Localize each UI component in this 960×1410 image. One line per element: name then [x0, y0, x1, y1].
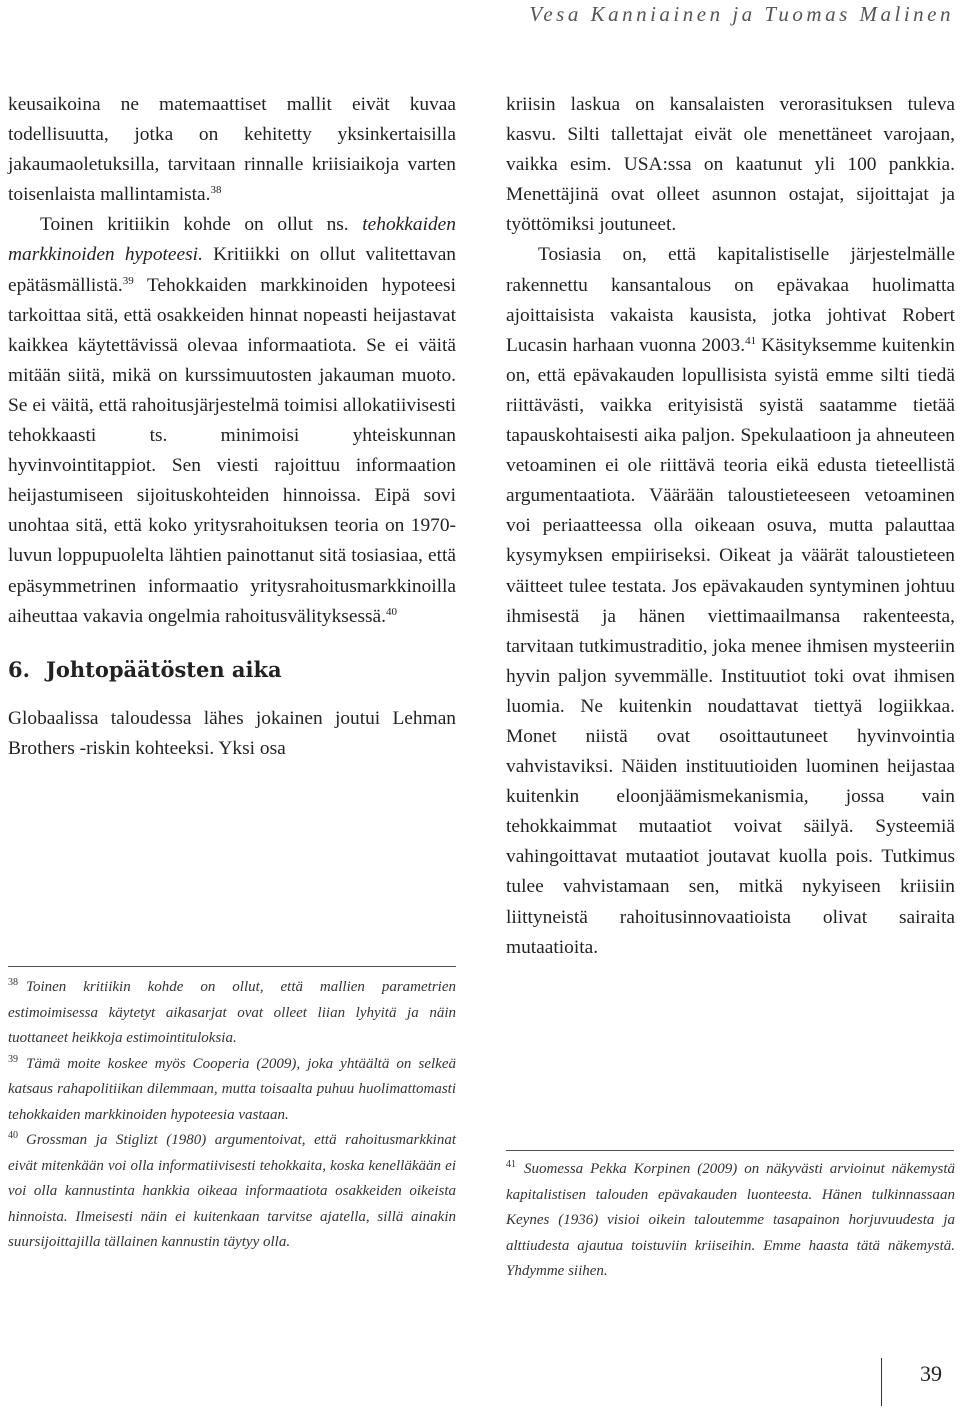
page-number-rule [881, 1358, 882, 1406]
footnotes-left [8, 966, 456, 1256]
footnote-divider [506, 1150, 954, 1151]
footnote-38: $^{38}$ Toinen kritiikin kohde on ollut, että mallien parametrien estimoimisessa käytetyt aikasarjat ovat olleet liian lyhyitä ja näin tuottaneet heikkoja estimointituloksia. [8, 977, 456, 1046]
footnote-ref-39[interactable]: 39 [122, 274, 134, 287]
right-column [506, 90, 955, 963]
footnote-ref-38[interactable]: 38 [210, 184, 222, 197]
footnote-ref-41[interactable]: 41 [745, 334, 757, 347]
term-efficient-markets: tehokkaiden markkinoiden hypoteesi. [8, 214, 456, 266]
right-paragraph-1: kriisin laskua on kansalaisten verorasituksen tuleva kasvu. Silti tallettajat eivät ole menettäneet varojaan, vaikka esim. USA:ssa on kaatunut yli 100 pankkia. Menettäjinä ovat olleet asunnon ostajat, sijoittajat ja työttömiksi joutuneet. [506, 94, 955, 236]
footnotes-right [506, 1150, 955, 1285]
right-paragraph-2: Tosiasia on, että kapitalistiselle järjestelmälle rakennettu kansantalous on epävakaa huolimatta ajoittaisista vakaista kausista, jotka johtivat Robert Lucasin harhaan vuonna 2003.41 Käsityksemme kuitenkin on, että epävakauden lopullisista syistä emme silti tiedä riittävästi, vaikka erityisistä syistä saatamme tietää tapauskohtaisesti aika paljon. Spekulaatioon ja ahneuteen vetoaminen ei ole riittävä teoria eikä edusta tieteellistä argumentaatiota. Väärään taloustieteeseen vetoaminen voi periaatteessa olla oikeaan osuva, mutta palauttaa kysymyksen empiiriseksi. Oikeat ja väärät taloustieteen väitteet tulee testata. Jos epävakauden syntyminen johtuu ihmisestä ja hänen viettimaailmansa rakenteesta, tarvitaan tutkimustraditio, joka menee ihmisen mysteeriin hyvin paljon syvemmälle. Instituutiot toki ovat ihmisen luomia. Ne kuitenkin noudattavat tiettyä logiikkaa. Monet niistä ovat osoittautuneet hyvinvointia vahvistaviksi. Näiden instituutioiden luominen heijastaa kuitenkin eloonjäämismekanismia, jossa vain tehokkaimmat mutaatiot voivat säilyä. Systeemiä vahingoittavat mutaatiot joutavat kuolla pois. Tutkimus tulee vahvistamaan sen, mitkä nykyiseen kriisiin liittyneistä rahoitusinnovaatioista olivat sairaita mutaatioita. [506, 244, 955, 958]
left-column [8, 90, 456, 764]
section-title: Johtopäätösten aika [45, 656, 282, 682]
left-paragraph-1: keusaikoina ne matemaattiset mallit eivät kuvaa todellisuutta, jotka on kehitetty yksinkertaisilla jakaumaoletuksilla, tarvitaan rinnalle kriisiaikoja varten toisenlaista mallintamista.$^{38}$ [8, 94, 456, 206]
footnote-40: $^{40}$ Grossman ja Stiglizt (1980) argumentoivat, että rahoitusmarkkinat eivät mitenkään voi olla informatiivisesti tehokkaita, koska kenelläkään ei voi olla kannustinta hankkia oikeaa informaatiota osakkeiden oikeista hinnoista. Ilmeisesti näin ei kuitenkaan tarvitse ajatella, sillä ainakin suursijoittajilla tällainen kannustin täytyy olla. [8, 1130, 456, 1250]
page-number: 39 [920, 1361, 942, 1386]
footnote-41: $^{41}$ Suomessa Pekka Korpinen (2009) on näkyvästi arvioinut näkemystä kapitalistisen talouden epävakauden luonteesta. Hänen tulkinnassaan Keynes (1936) visioi oikein taloutemme tasapainon horjuvuudesta ja alttiudesta ajautua toistuviin kriiseihin. Emme haasta tätä näkemystä. Yhdymme siihen. [506, 1159, 955, 1279]
left-paragraph-3: Globaalissa taloudessa lähes jokainen joutui Lehman Brothers -riskin kohteeksi. Yksi osa [8, 707, 456, 759]
section-number: 6. [8, 656, 30, 682]
footnote-ref-40[interactable]: 40 [386, 605, 397, 618]
running-header: Vesa Kanniainen ja Tuomas Malinen [529, 2, 954, 26]
left-paragraph-2: Toinen kritiikin kohde on ollut ns. tehokkaiden markkinoiden hypoteesi. Kritiikki on ollut valitettavan epätäsmällistä.$^{39}$ Tehokkaiden markkinoiden hypoteesi tarkoittaa sitä, että osakkeiden hinnat nopeasti heijastavat kaikkea käytettävissä olevaa informaatiota. Se ei väitä mitään siitä, mikä on kurssimuutosten jakauman muoto. Se ei väitä, että rahoitusjärjestelmä toimisi allokatiivisesti tehokkaasti ts. minimoisi yhteiskunnan hyvinvointitappiot. Sen viesti rajoittuu informaation heijastumiseen sijoituskohteiden hinnoissa. Eipä sovi unohtaa sitä, että koko yritysrahoituksen teoria on 1970-luvun loppupuolelta lähtien painottanut sitä tosiasiaa, että epäsymmetrinen informaatio yritysrahoitusmarkkinoilla aiheuttaa vakavia ongelmia rahoitusvälityksessä.$^{40}$ [8, 214, 456, 627]
footnote-39: $^{39}$ Tämä moite koskee myös Cooperia (2009), joka yhtäältä on selkeä katsaus rahapolitiikan dilemmaan, mutta toisaalta puhuu huolimattomasti tehokkaiden markkinoiden hypoteesia vastaan. [8, 1053, 456, 1123]
section-heading [8, 657, 456, 682]
footnote-divider [8, 966, 456, 967]
